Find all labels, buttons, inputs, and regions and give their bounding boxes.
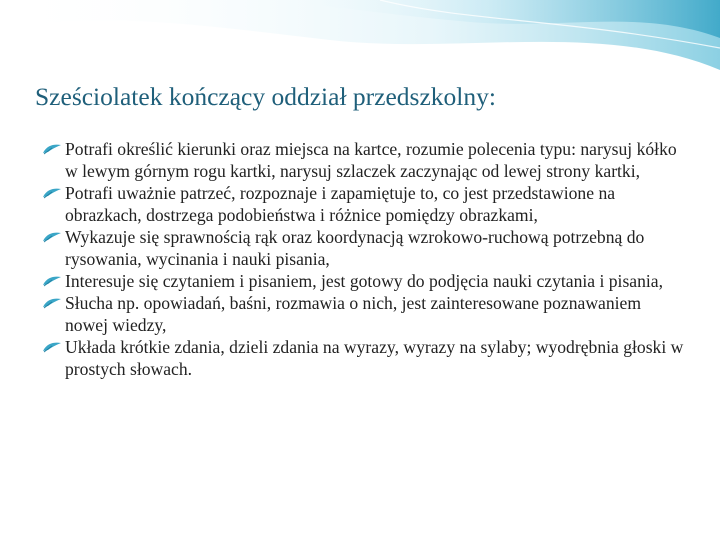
feather-bullet-icon	[42, 187, 62, 199]
list-item	[38, 336, 688, 380]
feather-bullet-icon	[42, 341, 62, 353]
feather-bullet-icon	[42, 297, 62, 309]
list-item-text: Interesuje się czytaniem i pisaniem, jest gotowy do podjęcia nauki czytania i pisania,	[65, 271, 663, 291]
list-item-text: Układa krótkie zdania, dzieli zdania na wyrazy, wyrazy na sylaby; wyodrębnia głoski w prostych słowach.	[65, 337, 684, 379]
list-item-text: Potrafi określić kierunki oraz miejsca na kartce, rozumie polecenia typu: narysuj kółko w lewym górnym rogu kartki, narysuj szlaczek zaczynając od lewej strony kartki,	[65, 139, 677, 181]
list-item	[38, 138, 688, 182]
feather-bullet-icon	[42, 143, 62, 155]
list-item	[38, 292, 688, 336]
list-item-text: Wykazuje się sprawnością rąk oraz koordynacją wzrokowo-ruchową potrzebną do rysowania, wycinania i nauki pisania,	[65, 227, 645, 269]
feather-bullet-icon	[42, 231, 62, 243]
slide-title: Sześciolatek kończący oddział przedszkolny:	[35, 82, 496, 111]
list-item	[38, 270, 688, 292]
bullet-list	[38, 138, 688, 380]
list-item-text: Słucha np. opowiadań, baśni, rozmawia o nich, jest zainteresowane poznawaniem nowej wiedzy,	[65, 293, 642, 335]
list-item	[38, 182, 688, 226]
list-item-text: Potrafi uważnie patrzeć, rozpoznaje i zapamiętuje to, co jest przedstawione na obrazkach, dostrzega podobieństwa i różnice pomiędzy obrazkami,	[65, 183, 616, 225]
feather-bullet-icon	[42, 275, 62, 287]
list-item	[38, 226, 688, 270]
